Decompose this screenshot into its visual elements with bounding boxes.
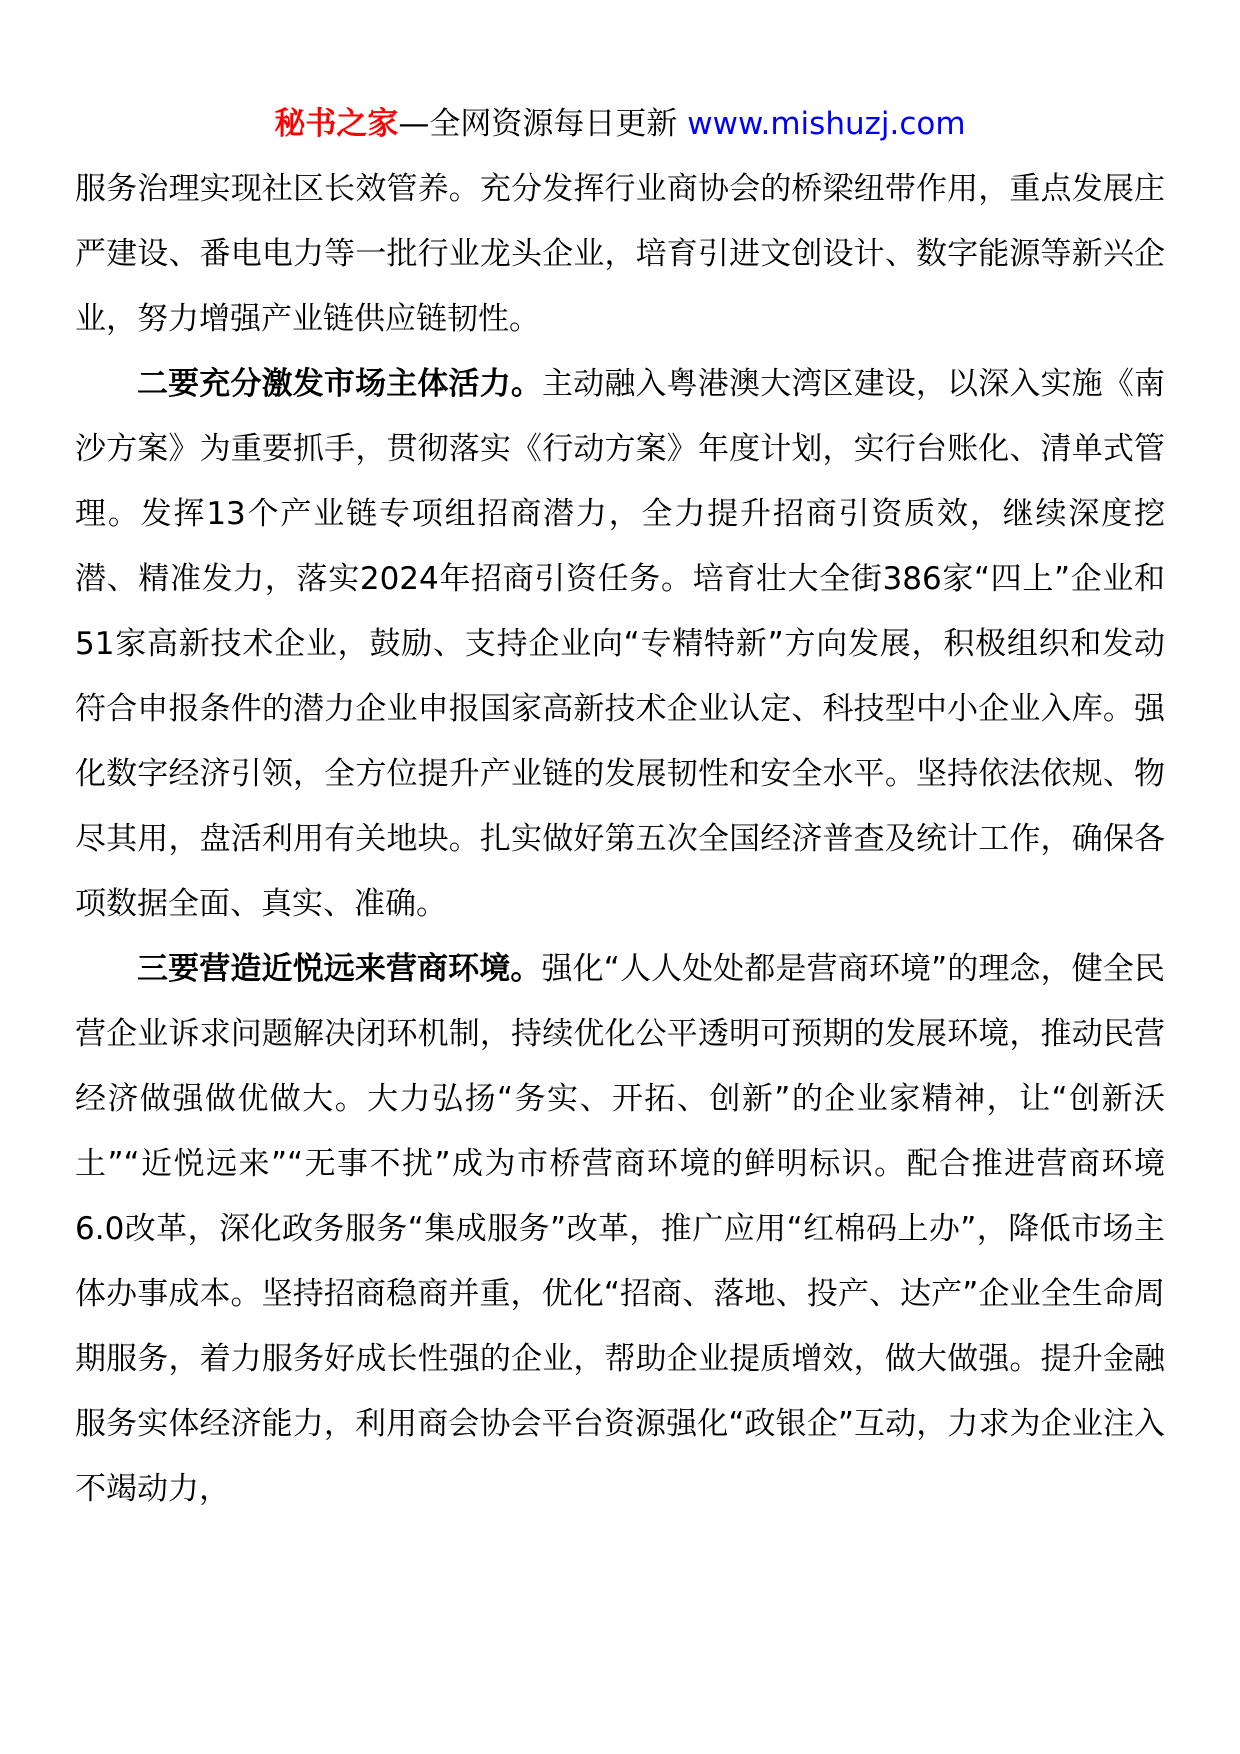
site-url-link[interactable]: www.mishuzj.com xyxy=(687,106,966,142)
page-header xyxy=(0,104,1240,144)
header-tagline: —全网资源每日更新 xyxy=(398,106,678,142)
paragraph-text: 服务治理实现社区长效管养。充分发挥行业商协会的桥梁纽带作用，重点发展庄严建设、番电电力等一批行业龙头企业，培育引进文创设计、数字能源等新兴企业，努力增强产业链供应链韧性。 xyxy=(75,171,1165,337)
paragraph-lead: 三要营造近悦远来营商环境。 xyxy=(137,951,542,987)
paragraph-continued xyxy=(75,157,1165,352)
paragraph-business-environment xyxy=(75,937,1165,1522)
paragraph-lead: 二要充分激发市场主体活力。 xyxy=(137,366,543,402)
document-body xyxy=(75,157,1165,1522)
paragraph-market-vitality xyxy=(75,352,1165,937)
paragraph-text: 强化“人人处处都是营商环境”的理念，健全民营企业诉求问题解决闭环机制，持续优化公平透明可预期的发展环境，推动民营经济做强做优做大。大力弘扬“务实、开拓、创新”的企业家精神，让“创新沃土”“近悦远来”“无事不扰”成为市桥营商环境的鲜明标识。配合推进营商环境6.0改革，深化政务服务“集成服务”改革，推广应用“红棉码上办”，降低市场主体办事成本。坚持招商稳商并重，优化“招商、落地、投产、达产”企业全生命周期服务，着力服务好成长性强的企业，帮助企业提质增效，做大做强。提升金融服务实体经济能力，利用商会协会平台资源强化“政银企”互动，力求为企业注入不竭动力， xyxy=(75,951,1165,1507)
paragraph-text: 主动融入粤港澳大湾区建设，以深入实施《南沙方案》为重要抓手，贯彻落实《行动方案》年度计划，实行台账化、清单式管理。发挥13个产业链专项组招商潜力，全力提升招商引资质效，继续深度挖潜、精准发力，落实2024年招商引资任务。培育壮大全街386家“四上”企业和51家高新技术企业，鼓励、支持企业向“专精特新”方向发展，积极组织和发动符合申报条件的潜力企业申报国家高新技术企业认定、科技型中小企业入库。强化数字经济引领，全方位提升产业链的发展韧性和安全水平。坚持依法依规、物尽其用，盘活利用有关地块。扎实做好第五次全国经济普查及统计工作，确保各项数据全面、真实、准确。 xyxy=(75,366,1165,922)
brand-name: 秘书之家 xyxy=(274,106,399,142)
